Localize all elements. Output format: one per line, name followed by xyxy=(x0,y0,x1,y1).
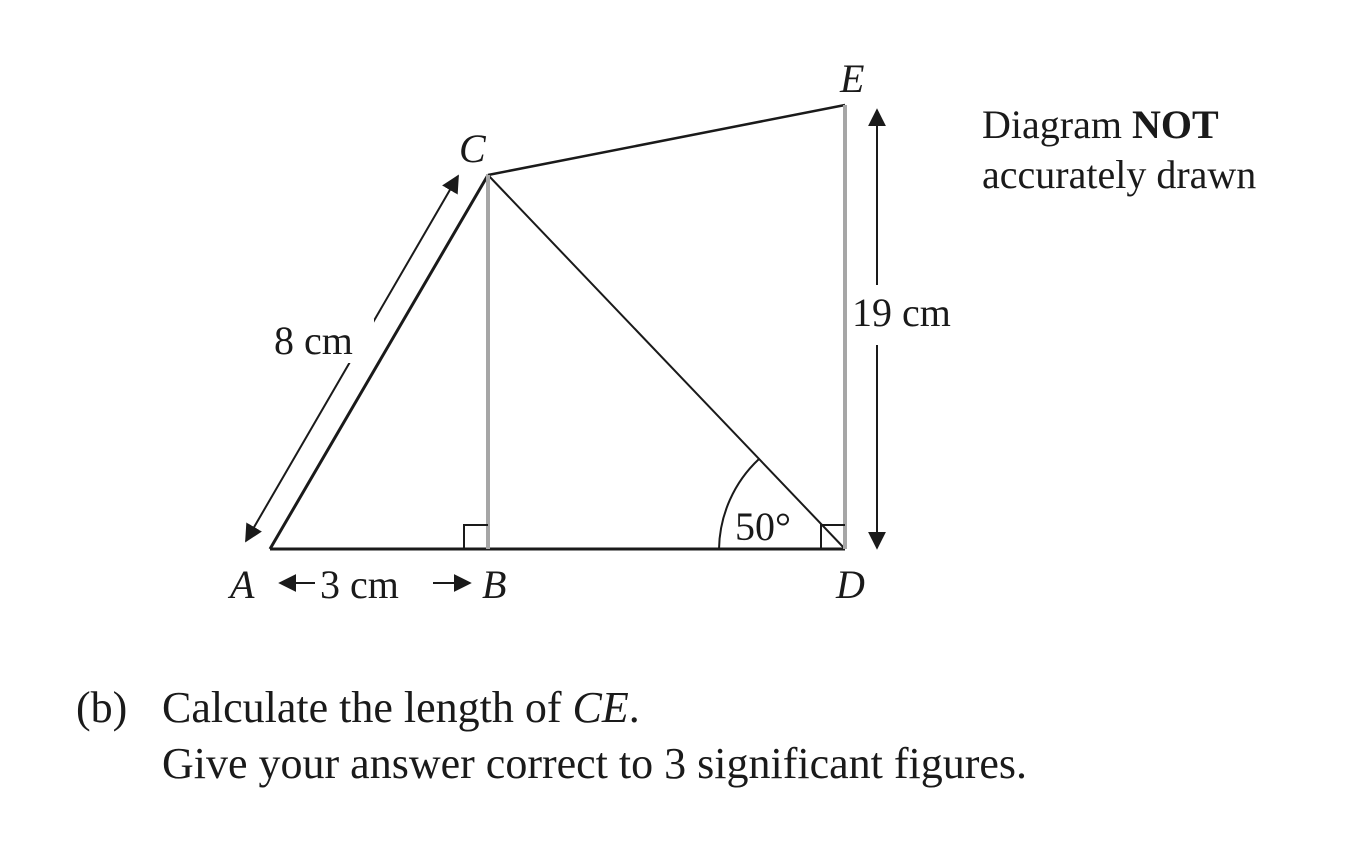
length-label-de: 19 cm xyxy=(852,290,951,335)
note-line-1 xyxy=(982,100,1256,150)
segment-ce xyxy=(488,105,845,175)
question-line-2: Give your answer correct to 3 significant figures. xyxy=(162,739,1028,788)
question-line-1-prefix: Calculate the length of xyxy=(162,683,573,732)
point-label-e: E xyxy=(840,56,865,101)
point-label-d: D xyxy=(836,562,865,607)
angle-label-d: 50° xyxy=(735,504,791,549)
question-variable: CE xyxy=(572,683,629,732)
segment-cd xyxy=(488,175,845,549)
length-label-ac: 8 cm xyxy=(274,318,353,363)
note-emphasis: NOT xyxy=(1131,102,1219,147)
point-label-a: A xyxy=(230,562,255,607)
point-label-c: C xyxy=(459,126,486,171)
note-line-2: accurately drawn xyxy=(982,152,1257,197)
question-line-1 xyxy=(162,680,1027,736)
question-line-1-suffix: . xyxy=(628,683,640,732)
note-prefix: Diagram xyxy=(982,102,1132,147)
question-part-label: (b) xyxy=(76,683,128,732)
point-label-b: B xyxy=(482,562,507,607)
right-angle-b xyxy=(464,525,488,549)
length-label-ab: 3 cm xyxy=(320,562,399,607)
diagram-note xyxy=(982,100,1256,200)
question-text xyxy=(162,680,1027,792)
